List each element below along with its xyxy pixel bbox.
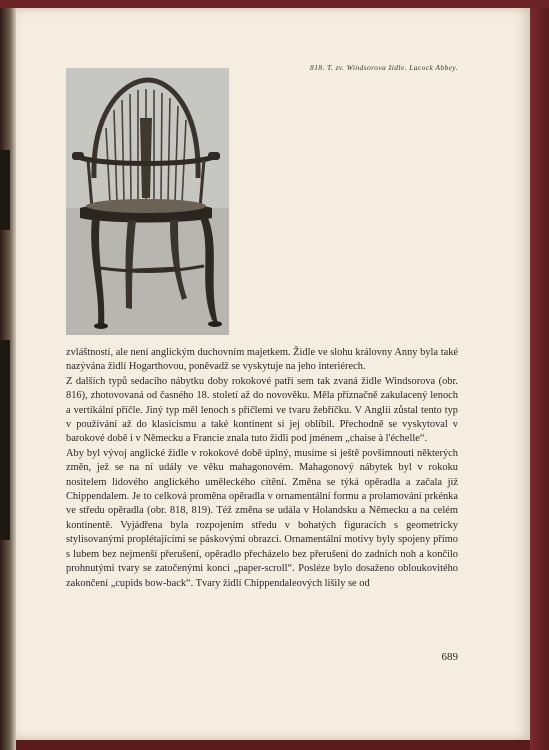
figure-caption: 818. T. zv. Windsorova židle. Lacock Abbey. [310,63,458,72]
paragraph: Aby byl vývoj anglické židle v rokokové době úplný, musíme si ještě povšimnouti některých změn, jež se na ní udály ve věku mahagonovém. Mahagonový nábytek byl v rokoku nositelem lidového anglického uměleckého cítění. Změna se týká opěradla a začala již Chippendalem. Je to celková proměna opěradla v ornamentální formu a prolamování prkénka ve středu opěradla (obr. 818, 819). Též změna se udála v Holandsku a Německu a na celém kontinentě. Vyjádřena byla rozpojením středu v bohatých figuracích s geometricky stylisovanými proplétajícími se páskovými obrazci. Ornamentální motivy byly spojeny přímo s lubem bez nejmenší přerušení, opěradlo přecházelo bez přerušení do zadních noh a končilo prohnutými tvary se zatočenými konci „paper-scroll“. Posléze bylo dosaženo obloukovitého zakončení „cupids bow-back“. Tvary židlí Chippendaleových lišily se od [66,447,458,589]
paragraph: Z dalších typů sedacího nábytku doby rokokové patří sem tak zvaná židle Windsorova (obr. 816), zhotovovaná od časného 18. století až do novověku. Měla příznačně zakulacený lenoch a vertikální příčle. Jiný typ měl lenoch s příčlemi ve tvaru žebříčku. V Anglii zůstal tento typ v používání až do klasicismu a také kontinent si jej oblíbil. Přechodně se vyskytoval v barokové době i v Německu a Francie znala tuto židli pod jménem „chaise à l'échelle“. [66,375,458,445]
paragraph: zvláštností, ale není anglickým duchovním majetkem. Židle ve slohu královny Anny byla také nazývána židlí Hogarthovou, poněvadž se vyskytuje na jeho interiérech. [66,347,458,373]
gutter-shadow [0,340,10,540]
page-number: 689 [441,651,458,663]
body-text [66,346,458,591]
scan-background [0,0,549,8]
chair-photograph [66,68,229,335]
book-cover-edge [530,8,549,750]
gutter-shadow [0,150,10,230]
